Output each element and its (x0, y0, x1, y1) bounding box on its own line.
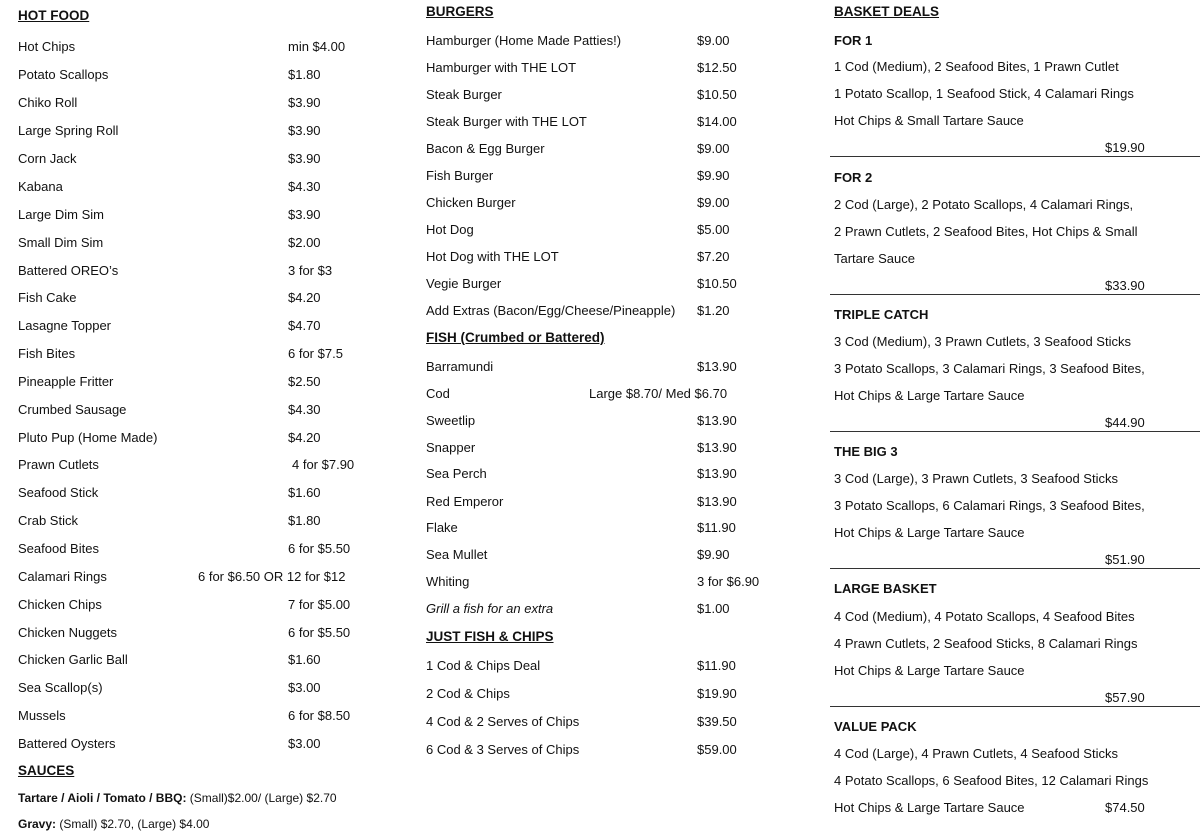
hot-food-item-price: 7 for $5.00 (288, 597, 351, 612)
deal-price: $74.50 (1105, 800, 1145, 815)
burger-item-name: Add Extras (Bacon/Egg/Cheese/Pineapple) (426, 303, 676, 318)
fish-heading: FISH (Crumbed or Battered) (426, 330, 605, 345)
deal-line: 4 Cod (Large), 4 Prawn Cutlets, 4 Seafood Sticks (834, 746, 1118, 761)
hot-food-item-price: 3 for $3 (288, 263, 333, 278)
deal-price: $33.90 (1105, 278, 1145, 293)
hot-food-item-price: $3.90 (288, 151, 321, 166)
burgers-heading: BURGERS (426, 4, 494, 19)
hot-food-item-name: Prawn Cutlets (18, 457, 99, 472)
fish-chips-item-name: 4 Cod & 2 Serves of Chips (426, 714, 580, 729)
deal-title: VALUE PACK (834, 719, 917, 734)
hot-food-item-name: Small Dim Sim (18, 235, 104, 250)
hot-food-item-name: Chicken Garlic Ball (18, 652, 128, 667)
fish-item-name: Snapper (426, 440, 476, 455)
hot-food-item-name: Chicken Nuggets (18, 625, 117, 640)
deal-line: 1 Cod (Medium), 2 Seafood Bites, 1 Prawn Cutlet (834, 59, 1119, 74)
deal-line: 4 Prawn Cutlets, 2 Seafood Sticks, 8 Calamari Rings (834, 636, 1138, 651)
hot-food-item-name: Large Dim Sim (18, 207, 104, 222)
hot-food-item-name: Mussels (18, 708, 66, 723)
fish-chips-item-name: 6 Cod & 3 Serves of Chips (426, 742, 580, 757)
burger-item-name: Hot Dog (426, 222, 474, 237)
deal-divider (830, 294, 1200, 295)
deal-line: 3 Cod (Large), 3 Prawn Cutlets, 3 Seafood Sticks (834, 471, 1118, 486)
fish-item-price: $13.90 (697, 413, 737, 428)
burger-item-name: Steak Burger (426, 87, 502, 102)
burger-item-name: Bacon & Egg Burger (426, 141, 545, 156)
deal-line: 2 Cod (Large), 2 Potato Scallops, 4 Calamari Rings, (834, 197, 1134, 212)
fish-chips-item-name: 2 Cod & Chips (426, 686, 510, 701)
deal-title: TRIPLE CATCH (834, 307, 929, 322)
fish-item-price: $1.00 (697, 601, 730, 616)
hot-food-item-name: Pineapple Fritter (18, 374, 114, 389)
fish-chips-heading: JUST FISH & CHIPS (426, 629, 554, 644)
hot-food-item-price: $3.00 (288, 680, 321, 695)
burger-item-price: $14.00 (697, 114, 737, 129)
hot-food-item-name: Lasagne Topper (18, 318, 112, 333)
hot-food-item-name: Seafood Stick (18, 485, 99, 500)
hot-food-item-price: $3.90 (288, 207, 321, 222)
burger-item-price: $9.00 (697, 33, 730, 48)
hot-food-item-name: Pluto Pup (Home Made) (18, 430, 158, 445)
sauce-prices: (Small) $2.70, (Large) $4.00 (56, 817, 210, 831)
deal-line: 1 Potato Scallop, 1 Seafood Stick, 4 Calamari Rings (834, 86, 1134, 101)
fish-item-price: $11.90 (697, 520, 736, 535)
deal-line: Hot Chips & Large Tartare Sauce (834, 388, 1025, 403)
deal-line: 4 Cod (Medium), 4 Potato Scallops, 4 Seafood Bites (834, 609, 1135, 624)
deal-line: 3 Potato Scallops, 6 Calamari Rings, 3 Seafood Bites, (834, 498, 1145, 513)
hot-food-item-name: Potato Scallops (18, 67, 109, 82)
deal-price: $51.90 (1105, 552, 1145, 567)
hot-food-item-price: min $4.00 (288, 39, 346, 54)
hot-food-item-price: 6 for $5.50 (288, 541, 351, 556)
hot-food-item-price: 6 for $6.50 OR 12 for $12 (198, 569, 346, 584)
deal-title: FOR 2 (834, 170, 873, 185)
deal-line: Hot Chips & Small Tartare Sauce (834, 113, 1024, 128)
fish-item-name: Sea Perch (426, 466, 487, 481)
hot-food-item-price: 6 for $7.5 (288, 346, 343, 361)
fish-chips-item-price: $19.90 (697, 686, 737, 701)
burger-item-price: $10.50 (697, 276, 737, 291)
fish-item-name: Flake (426, 520, 458, 535)
fish-item-price: $13.90 (697, 466, 737, 481)
deal-divider (830, 568, 1200, 569)
hot-food-item-price: $4.20 (288, 430, 321, 445)
hot-food-item-price: $4.30 (288, 402, 321, 417)
hot-food-item-name: Chicken Chips (18, 597, 102, 612)
hot-food-item-price: $1.60 (288, 485, 321, 500)
deal-divider (830, 706, 1200, 707)
fish-item-price: $13.90 (697, 359, 737, 374)
hot-food-item-price: $3.00 (288, 736, 321, 751)
hot-food-item-price: $1.60 (288, 652, 321, 667)
hot-food-item-price: $1.80 (288, 67, 321, 82)
fish-chips-item-name: 1 Cod & Chips Deal (426, 658, 541, 673)
sauce-label: Tartare / Aioli / Tomato / BBQ: (18, 791, 187, 805)
fish-item-name: Grill a fish for an extra (426, 601, 554, 616)
burger-item-name: Vegie Burger (426, 276, 502, 291)
sauce-label: Gravy: (18, 817, 57, 831)
sauce-line (18, 791, 337, 805)
burger-item-name: Fish Burger (426, 168, 494, 183)
deal-title: LARGE BASKET (834, 581, 937, 596)
deal-line: Hot Chips & Large Tartare Sauce (834, 663, 1025, 678)
hot-food-item-name: Battered OREO’s (18, 263, 119, 278)
hot-food-item-price: $2.00 (288, 235, 321, 250)
burger-item-name: Hot Dog with THE LOT (426, 249, 559, 264)
hot-food-item-price: $3.90 (288, 123, 321, 138)
hot-food-item-name: Sea Scallop(s) (18, 680, 103, 695)
hot-food-item-price: $4.70 (288, 318, 321, 333)
hot-food-item-name: Battered Oysters (18, 736, 116, 751)
sauces-heading: SAUCES (18, 763, 75, 778)
hot-food-item-price: 6 for $8.50 (288, 708, 351, 723)
burger-item-price: $9.90 (697, 168, 730, 183)
hot-food-item-name: Kabana (18, 179, 63, 194)
burger-item-name: Steak Burger with THE LOT (426, 114, 587, 129)
fish-item-name: Whiting (426, 574, 470, 589)
hot-food-item-price: $3.90 (288, 95, 321, 110)
hot-food-item-name: Chiko Roll (18, 95, 78, 110)
burger-item-price: $7.20 (697, 249, 730, 264)
fish-item-name: Sweetlip (426, 413, 476, 428)
fish-item-price: $9.90 (697, 547, 730, 562)
fish-item-price: $13.90 (697, 494, 737, 509)
basket-deals-heading: BASKET DEALS (834, 4, 940, 19)
hot-food-item-name: Crab Stick (18, 513, 78, 528)
deal-line: Tartare Sauce (834, 251, 915, 266)
deal-line: 3 Cod (Medium), 3 Prawn Cutlets, 3 Seafood Sticks (834, 334, 1131, 349)
hot-food-item-price: $4.20 (288, 290, 321, 305)
deal-line: Hot Chips & Large Tartare Sauce (834, 525, 1025, 540)
hot-food-heading: HOT FOOD (18, 8, 90, 23)
deal-title: FOR 1 (834, 33, 873, 48)
hot-food-item-name: Corn Jack (18, 151, 77, 166)
deal-price: $19.90 (1105, 140, 1145, 155)
fish-item-name: Sea Mullet (426, 547, 488, 562)
sauce-prices: (Small)$2.00/ (Large) $2.70 (186, 791, 337, 805)
deal-price: $44.90 (1105, 415, 1145, 430)
hot-food-item-name: Hot Chips (18, 39, 76, 54)
hot-food-item-name: Crumbed Sausage (18, 402, 127, 417)
fish-item-price: Large $8.70/ Med $6.70 (589, 386, 728, 401)
fish-item-name: Cod (426, 386, 450, 401)
sauce-line (18, 817, 209, 831)
hot-food-item-price: $1.80 (288, 513, 321, 528)
burger-item-price: $9.00 (697, 141, 730, 156)
burger-item-price: $12.50 (697, 60, 737, 75)
fish-item-price: 3 for $6.90 (697, 574, 760, 589)
deal-line: 3 Potato Scallops, 3 Calamari Rings, 3 Seafood Bites, (834, 361, 1145, 376)
fish-item-price: $13.90 (697, 440, 737, 455)
deal-line: 4 Potato Scallops, 6 Seafood Bites, 12 Calamari Rings (834, 773, 1149, 788)
hot-food-item-name: Fish Cake (18, 290, 77, 305)
hot-food-item-name: Fish Bites (18, 346, 76, 361)
deal-price: $57.90 (1105, 690, 1145, 705)
fish-item-name: Red Emperor (426, 494, 504, 509)
hot-food-item-price: 4 for $7.90 (292, 457, 355, 472)
burger-item-price: $10.50 (697, 87, 737, 102)
burger-item-name: Hamburger (Home Made Patties!) (426, 33, 622, 48)
burger-item-price: $5.00 (697, 222, 730, 237)
hot-food-item-price: 6 for $5.50 (288, 625, 351, 640)
deal-line: Hot Chips & Large Tartare Sauce (834, 800, 1025, 815)
fish-chips-item-price: $11.90 (697, 658, 736, 673)
hot-food-item-name: Seafood Bites (18, 541, 99, 556)
hot-food-item-name: Calamari Rings (18, 569, 107, 584)
burger-item-name: Hamburger with THE LOT (426, 60, 577, 75)
deal-divider (830, 156, 1200, 157)
deal-title: THE BIG 3 (834, 444, 898, 459)
burger-item-name: Chicken Burger (426, 195, 516, 210)
fish-item-name: Barramundi (426, 359, 494, 374)
deal-line: 2 Prawn Cutlets, 2 Seafood Bites, Hot Chips & Small (834, 224, 1138, 239)
burger-item-price: $1.20 (697, 303, 730, 318)
fish-chips-item-price: $59.00 (697, 742, 737, 757)
hot-food-item-price: $4.30 (288, 179, 321, 194)
hot-food-item-name: Large Spring Roll (18, 123, 119, 138)
fish-chips-item-price: $39.50 (697, 714, 737, 729)
hot-food-item-price: $2.50 (288, 374, 321, 389)
burger-item-price: $9.00 (697, 195, 730, 210)
deal-divider (830, 431, 1200, 432)
